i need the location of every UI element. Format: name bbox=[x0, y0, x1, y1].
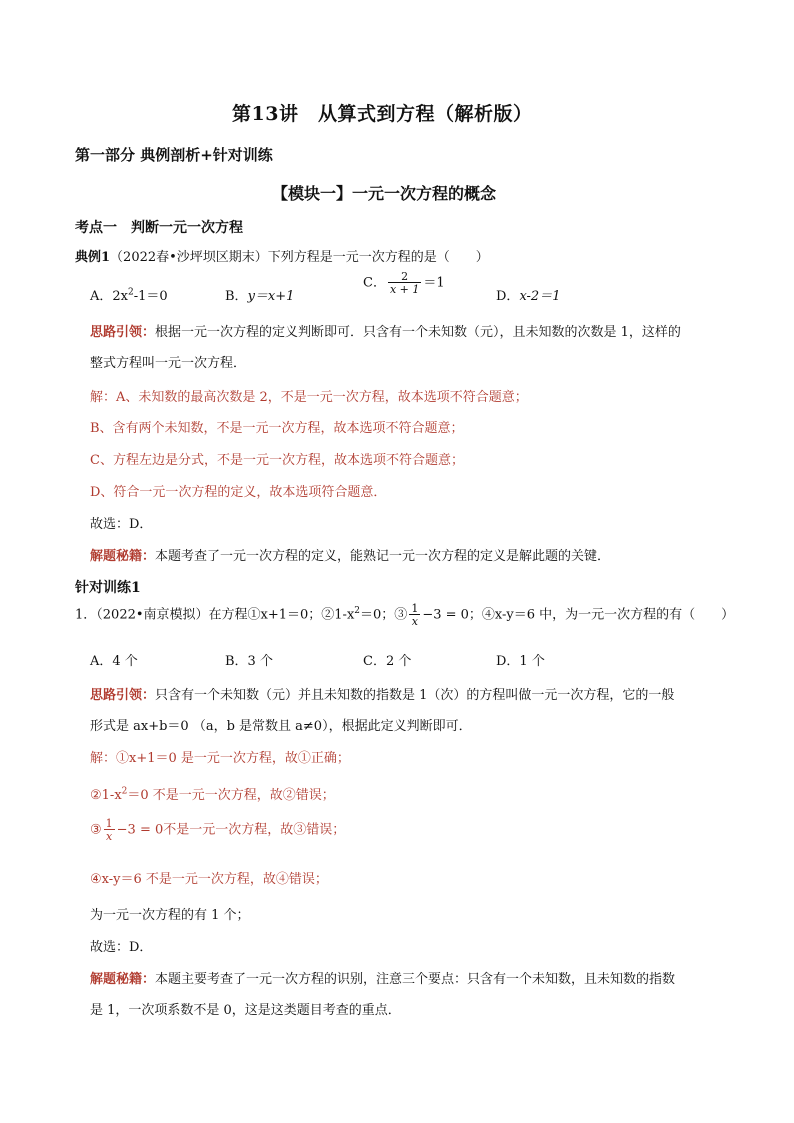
training1-solution-1: 解：①x+1＝0 是一元一次方程，故①正确； bbox=[90, 751, 350, 766]
solution-3-fraction bbox=[104, 818, 115, 842]
example1-solution-2: B、含有两个未知数，不是一元一次方程，故本选项不符合题意； bbox=[90, 421, 464, 436]
example1-secret bbox=[90, 545, 610, 564]
option-a-exponent: 2 bbox=[128, 287, 134, 298]
question-fraction-denominator: x bbox=[409, 614, 420, 627]
training1-solution-5: 为一元一次方程的有 1 个； bbox=[90, 908, 250, 923]
training1-option-a: A．4 个 bbox=[90, 654, 138, 669]
option-c-numerator: 2 bbox=[401, 270, 409, 283]
example1-option-d bbox=[496, 285, 560, 304]
example1-solution-3: C、方程左边是分式，不是一元一次方程，故本选项不符合题意； bbox=[90, 453, 464, 468]
solution-3-prefix: ③ bbox=[90, 822, 102, 838]
training1-option-c: C．2 个 bbox=[363, 654, 412, 669]
training1-answer: 故选：D． bbox=[90, 940, 153, 955]
question-prefix: 1．（2022•南京模拟）在方程①x+1＝0；②1-x bbox=[75, 607, 355, 623]
training1-solution-2 bbox=[90, 784, 335, 803]
example1-question bbox=[75, 246, 489, 265]
training1-solution-4: ④x-y＝6 不是一元一次方程，故④错误； bbox=[90, 872, 328, 887]
option-c-fraction bbox=[388, 271, 421, 295]
option-d-letter: D． bbox=[496, 289, 520, 304]
training1-hint-line1 bbox=[90, 684, 674, 703]
example1-hint-line1 bbox=[90, 321, 681, 340]
question-mid2: −3 = 0；④x-y＝6 中，为一元一次方程的有（ ） bbox=[422, 607, 735, 623]
option-a-text: A．2x bbox=[90, 289, 128, 304]
option-c-letter: C． bbox=[363, 275, 386, 291]
point-title: 考点一 判断一元一次方程 bbox=[75, 220, 243, 236]
training1-option-d: D．1 个 bbox=[496, 654, 545, 669]
solution-3-numerator: 1 bbox=[105, 817, 113, 830]
question-fraction-numerator: 1 bbox=[411, 602, 419, 615]
hint-label: 思路引领： bbox=[90, 688, 156, 703]
module-title: 【模块一】一元一次方程的概念 bbox=[272, 184, 497, 203]
example1-solution-4: D、符合一元一次方程的定义，故本选项符合题意． bbox=[90, 485, 387, 500]
hint-label: 思路引领： bbox=[90, 325, 156, 340]
example1-answer: 故选：D． bbox=[90, 517, 153, 532]
solution-2-exponent: 2 bbox=[121, 786, 128, 797]
example1-hint-line2: 整式方程叫一元一次方程． bbox=[90, 356, 247, 371]
option-c-denominator: x + 1 bbox=[389, 283, 420, 296]
example1-solution-1: 解：A、未知数的最高次数是 2，不是一元一次方程，故本选项不符合题意； bbox=[90, 390, 528, 405]
hint-text: 只含有一个未知数（元）并且未知数的指数是 1（次）的方程叫做一元一次方程，它的一般 bbox=[155, 688, 675, 703]
page-title: 第13讲 从算式到方程（解析版） bbox=[232, 103, 533, 125]
secret-text: 本题考查了一元一次方程的定义，能熟记一元一次方程的定义是解此题的关键． bbox=[155, 549, 611, 564]
option-c-rest: ＝1 bbox=[423, 275, 445, 291]
training1-option-b: B．3 个 bbox=[225, 654, 273, 669]
option-a-rest: -1＝0 bbox=[133, 289, 168, 304]
part-title: 第一部分 典例剖析+针对训练 bbox=[75, 146, 273, 164]
secret-text: 本题主要考查了一元一次方程的识别，注意三个要点：只含有一个未知数，且未知数的指数 bbox=[155, 972, 676, 987]
solution-2-prefix: ②1-x bbox=[90, 788, 122, 803]
solution-3-denominator: x bbox=[104, 829, 115, 842]
training1-label: 针对训练1 bbox=[75, 580, 141, 596]
secret-label: 解题秘籍： bbox=[90, 549, 156, 564]
training1-solution-3 bbox=[90, 818, 345, 842]
question-mid1: ＝0；③ bbox=[360, 607, 408, 623]
example1-option-c bbox=[363, 271, 445, 295]
example1-option-b bbox=[225, 285, 294, 304]
option-b-letter: B． bbox=[225, 289, 248, 304]
example1-question-text: （2022春•沙坪坝区期末）下列方程是一元一次方程的是（ ） bbox=[110, 250, 489, 265]
option-d-expr: x-2＝1 bbox=[519, 289, 561, 304]
hint-text: 根据一元一次方程的定义判断即可．只含有一个未知数（元），且未知数的次数是 1，这样的 bbox=[155, 325, 681, 340]
training1-hint-line2: 形式是 ax+b＝0 （a，b 是常数且 a≠0），根据此定义判断即可． bbox=[90, 719, 472, 734]
training1-secret-line2: 是 1，一次项系数不是 0，这是这类题目考查的重点． bbox=[90, 1003, 401, 1018]
example1-option-a bbox=[90, 285, 168, 304]
solution-2-rest: ＝0 不是一元一次方程，故②错误； bbox=[127, 788, 335, 803]
question-exponent: 2 bbox=[354, 606, 361, 617]
training1-question bbox=[75, 603, 734, 627]
secret-label: 解题秘籍： bbox=[90, 972, 156, 987]
training1-secret-line1 bbox=[90, 968, 675, 987]
example1-label: 典例1 bbox=[75, 250, 111, 265]
question-fraction bbox=[409, 603, 420, 627]
solution-3-rest: −3 = 0不是一元一次方程，故③错误； bbox=[116, 822, 346, 838]
option-b-expr: y＝x+1 bbox=[247, 289, 295, 304]
